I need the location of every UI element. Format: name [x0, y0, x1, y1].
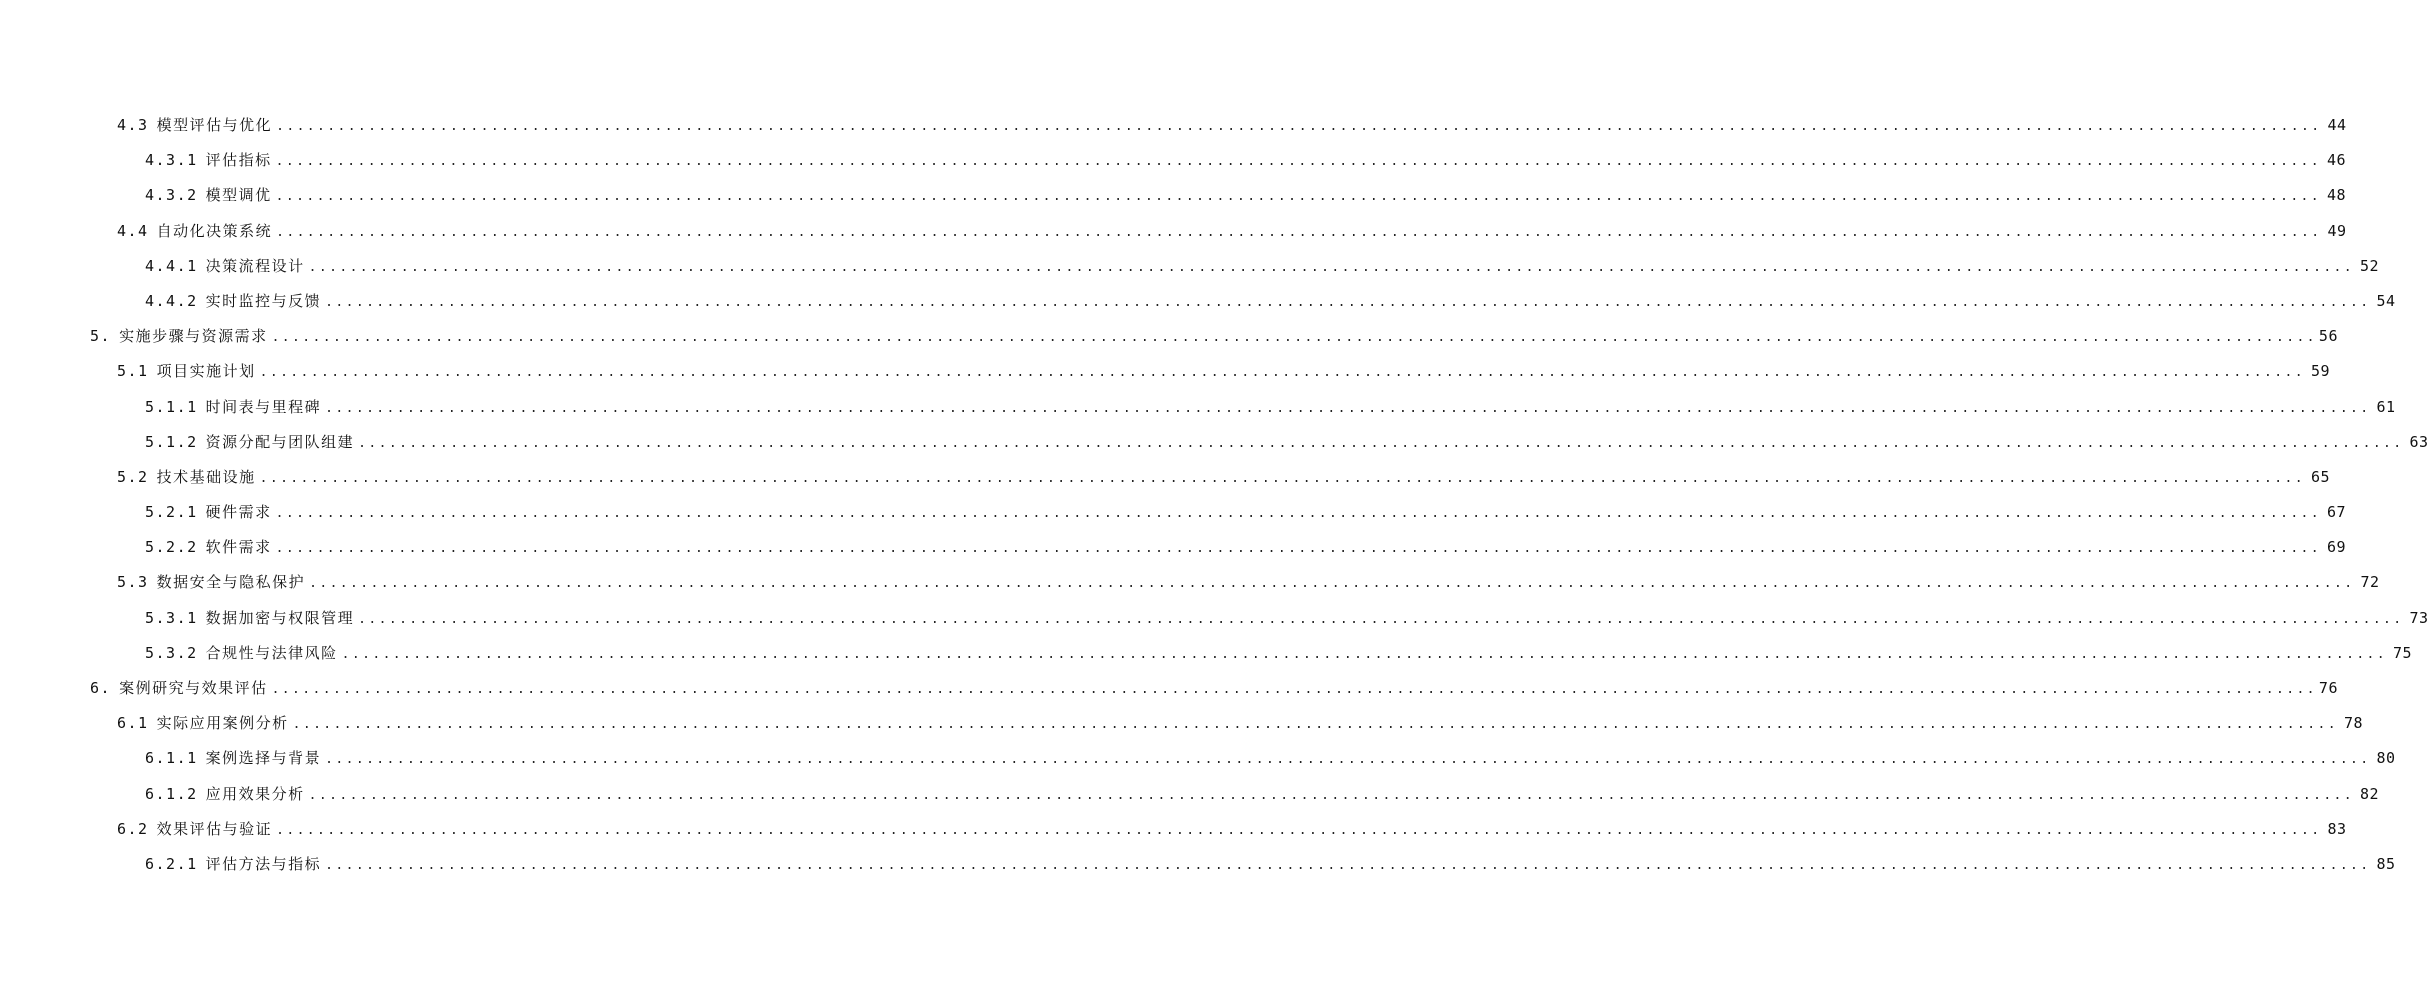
- toc-entry-number: 6.1: [117, 714, 149, 733]
- toc-entry-number: 4.4.2: [145, 291, 198, 310]
- toc-entry-title: 应用效果分析: [205, 784, 305, 803]
- toc-dot-leader: ........................................................................................................................................................................................................: [271, 682, 2317, 697]
- toc-entry-number: 6.: [90, 679, 112, 697]
- toc-entry-title: 案例选择与背景: [205, 749, 322, 768]
- toc-dot-leader: ........................................................................................................................................................................................................: [325, 752, 2371, 768]
- toc-entry-page-number: 78: [2343, 714, 2364, 733]
- toc-dot-leader: ........................................................................................................................................................................................................: [259, 365, 2305, 381]
- toc-entry-page-number: 65: [2310, 467, 2331, 486]
- toc-entry-page-number: 80: [2376, 749, 2396, 768]
- toc-entry[interactable]: [0, 143, 2347, 178]
- toc-entry[interactable]: [0, 495, 2347, 530]
- toc-entry-title: 决策流程设计: [205, 256, 305, 275]
- toc-entry-number: 6.2.1: [145, 854, 198, 873]
- toc-entry-title: 软件需求: [205, 538, 272, 557]
- toc-entry-title: 评估方法与指标: [205, 854, 322, 873]
- toc-entry-page-number: 49: [2327, 221, 2347, 240]
- toc-dot-leader: ........................................................................................................................................................................................................: [325, 400, 2371, 416]
- toc-entry-page-number: 63: [2409, 432, 2429, 451]
- toc-entry-number: 4.4.1: [145, 256, 198, 275]
- toc-entry-page-number: 54: [2376, 291, 2396, 310]
- toc-entry[interactable]: [0, 847, 2396, 882]
- toc-entry[interactable]: [0, 741, 2396, 776]
- toc-entry[interactable]: [0, 530, 2347, 565]
- toc-entry[interactable]: [0, 636, 2413, 671]
- toc-entry-number: 5.1.1: [145, 397, 198, 416]
- toc-entry-number: 4.3.1: [145, 151, 198, 170]
- toc-entry[interactable]: [0, 706, 2364, 741]
- toc-entry-title: 评估指标: [205, 151, 272, 170]
- toc-entry-page-number: 59: [2310, 362, 2331, 381]
- toc-entry-page-number: 82: [2360, 784, 2380, 803]
- toc-dot-leader: ........................................................................................................................................................................................................: [308, 259, 2355, 275]
- toc-entry-page-number: 67: [2327, 503, 2347, 522]
- toc-entry-number: 4.3.2: [145, 186, 198, 205]
- toc-entry[interactable]: [0, 812, 2347, 847]
- toc-entry-number: 5.1.2: [145, 432, 198, 451]
- toc-entry[interactable]: [0, 178, 2347, 213]
- toc-entry-title: 效果评估与验证: [156, 819, 273, 838]
- toc-dot-leader: ........................................................................................................................................................................................................: [275, 189, 2322, 205]
- toc-entry[interactable]: [0, 460, 2331, 495]
- table-of-contents: [0, 108, 2429, 882]
- toc-entry-title: 合规性与法律风险: [205, 643, 338, 662]
- toc-entry-page-number: 72: [2360, 573, 2380, 592]
- toc-entry-number: 5.: [90, 327, 112, 346]
- toc-dot-leader: ........................................................................................................................................................................................................: [276, 822, 2322, 838]
- toc-entry-title: 实际应用案例分析: [156, 714, 289, 733]
- toc-entry-title: 技术基础设施: [156, 467, 256, 486]
- toc-entry[interactable]: [0, 249, 2380, 284]
- toc-dot-leader: ........................................................................................................................................................................................................: [275, 506, 2322, 522]
- toc-entry-number: 5.2.1: [145, 503, 198, 522]
- toc-dot-leader: ........................................................................................................................................................................................................: [341, 646, 2388, 662]
- toc-entry-page-number: 69: [2327, 538, 2347, 557]
- toc-dot-leader: ........................................................................................................................................................................................................: [358, 611, 2404, 627]
- toc-entry-number: 5.2: [117, 467, 149, 486]
- toc-entry-number: 5.3: [117, 573, 149, 592]
- toc-entry[interactable]: [0, 425, 2429, 460]
- toc-entry-page-number: 75: [2393, 643, 2413, 662]
- toc-entry-number: 5.1: [117, 362, 149, 381]
- toc-entry[interactable]: [0, 777, 2380, 812]
- toc-entry-number: 6.1.2: [145, 784, 198, 803]
- toc-entry-title: 项目实施计划: [156, 362, 256, 381]
- toc-entry-page-number: 73: [2409, 608, 2429, 627]
- toc-entry-page-number: 76: [2318, 679, 2338, 697]
- toc-entry[interactable]: [0, 284, 2396, 319]
- toc-entry-title: 资源分配与团队组建: [205, 432, 355, 451]
- toc-entry-page-number: 52: [2360, 256, 2380, 275]
- toc-entry-page-number: 85: [2376, 854, 2396, 873]
- toc-entry[interactable]: [0, 671, 2338, 706]
- toc-entry-title: 硬件需求: [205, 503, 272, 522]
- toc-dot-leader: ........................................................................................................................................................................................................: [309, 576, 2355, 592]
- toc-entry[interactable]: [0, 319, 2338, 354]
- toc-entry-title: 实时监控与反馈: [205, 291, 322, 310]
- toc-entry[interactable]: [0, 565, 2380, 600]
- toc-entry-title: 模型评估与优化: [156, 116, 273, 134]
- toc-entry-number: 4.4: [117, 221, 149, 240]
- toc-dot-leader: ........................................................................................................................................................................................................: [276, 224, 2322, 240]
- toc-entry-number: 4.3: [117, 116, 149, 134]
- toc-entry-title: 时间表与里程碑: [205, 397, 322, 416]
- toc-entry-page-number: 48: [2327, 186, 2347, 205]
- toc-dot-leader: ........................................................................................................................................................................................................: [275, 154, 2322, 170]
- toc-entry-page-number: 83: [2327, 819, 2347, 838]
- toc-entry-title: 数据加密与权限管理: [205, 608, 355, 627]
- toc-entry-title: 数据安全与隐私保护: [156, 573, 306, 592]
- toc-dot-leader: ........................................................................................................................................................................................................: [259, 470, 2305, 486]
- toc-entry-page-number: 61: [2376, 397, 2396, 416]
- toc-entry-number: 6.1.1: [145, 749, 198, 768]
- toc-dot-leader: ........................................................................................................................................................................................................: [276, 119, 2322, 134]
- toc-dot-leader: ........................................................................................................................................................................................................: [292, 717, 2338, 733]
- toc-entry-number: 5.2.2: [145, 538, 198, 557]
- toc-dot-leader: ........................................................................................................................................................................................................: [358, 435, 2404, 451]
- toc-entry-title: 实施步骤与资源需求: [119, 327, 268, 346]
- toc-dot-leader: ........................................................................................................................................................................................................: [325, 294, 2371, 310]
- toc-entry[interactable]: [0, 601, 2429, 636]
- toc-dot-leader: ........................................................................................................................................................................................................: [308, 787, 2355, 803]
- toc-entry-title: 案例研究与效果评估: [119, 679, 268, 697]
- toc-entry-number: 6.2: [117, 819, 149, 838]
- toc-entry-page-number: 56: [2318, 327, 2338, 346]
- toc-dot-leader: ........................................................................................................................................................................................................: [275, 541, 2322, 557]
- toc-dot-leader: ........................................................................................................................................................................................................: [271, 330, 2317, 346]
- toc-entry[interactable]: [0, 354, 2331, 389]
- toc-entry-title: 自动化决策系统: [156, 221, 273, 240]
- toc-entry-page-number: 44: [2327, 116, 2347, 134]
- toc-entry[interactable]: [0, 214, 2347, 249]
- toc-entry-number: 5.3.2: [145, 643, 198, 662]
- toc-entry[interactable]: [0, 108, 2347, 143]
- toc-entry-number: 5.3.1: [145, 608, 198, 627]
- toc-entry-title: 模型调优: [205, 186, 272, 205]
- toc-entry-page-number: 46: [2327, 151, 2347, 170]
- toc-entry[interactable]: [0, 390, 2396, 425]
- toc-dot-leader: ........................................................................................................................................................................................................: [325, 857, 2371, 873]
